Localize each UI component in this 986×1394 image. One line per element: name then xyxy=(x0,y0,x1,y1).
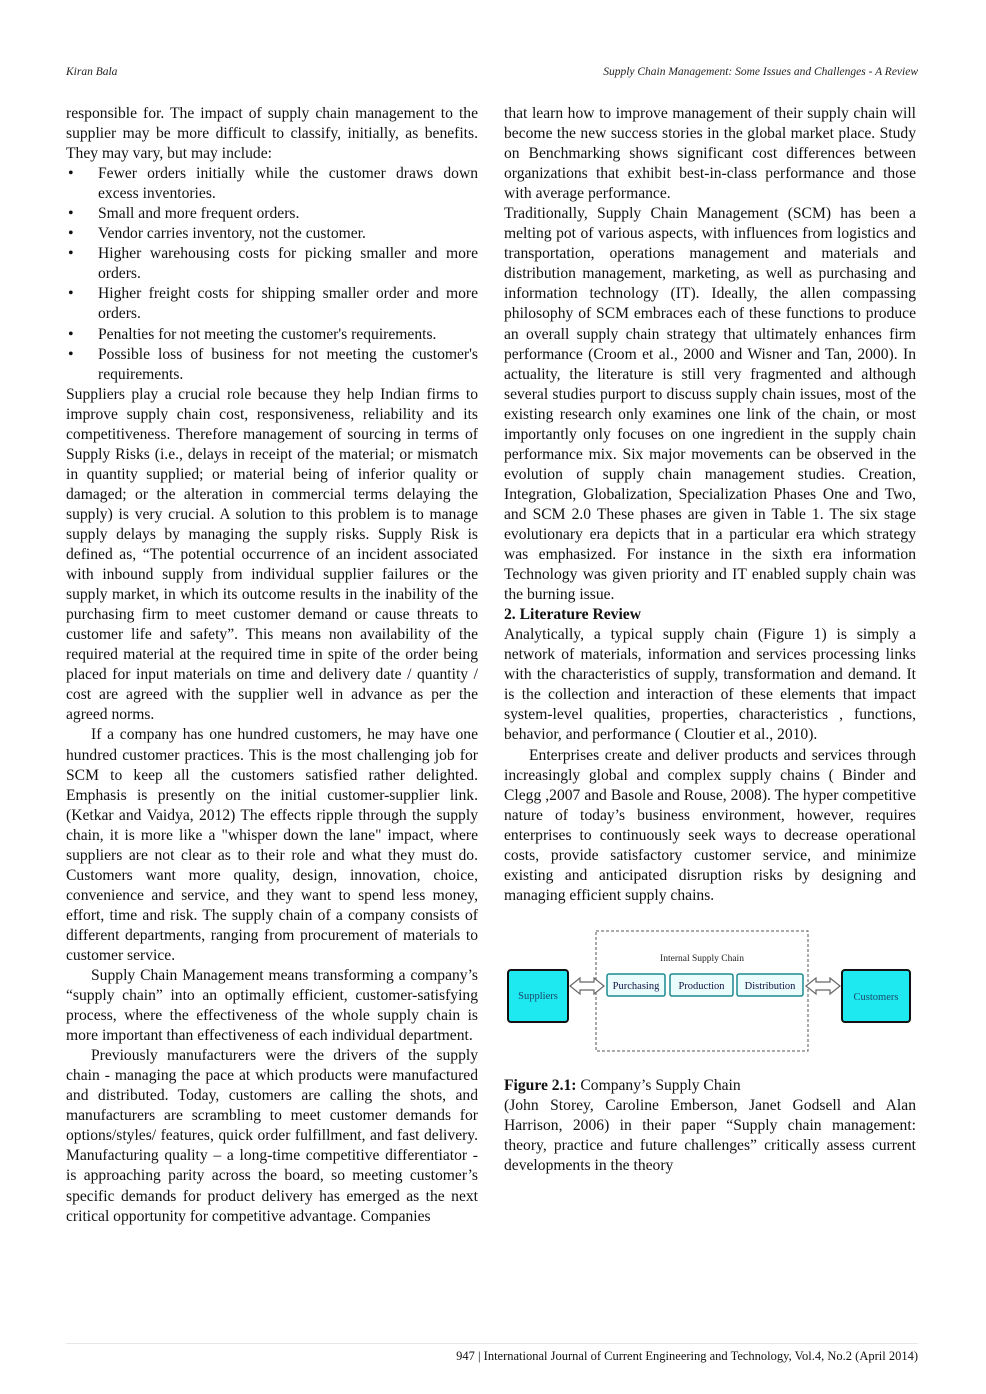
list-item: • Higher warehousing costs for picking smaller and more orders. xyxy=(66,244,478,284)
list-item: • Higher freight costs for shipping smaller order and more orders. xyxy=(66,284,478,324)
page-footer: 947 | International Journal of Current Engineering and Technology, Vol.4, No.2 (April 2014) xyxy=(456,1349,918,1363)
list-item: • Possible loss of business for not meeting the customer's requirements. xyxy=(66,345,478,385)
supplier-impact-list xyxy=(66,164,478,385)
production-label: Production xyxy=(678,980,725,992)
distribution-label: Distribution xyxy=(744,980,796,992)
list-item: • Small and more frequent orders. xyxy=(66,204,478,224)
body-paragraph: Supply Chain Management means transforming a company’s “supply chain” into an optimally efficient, customer-satisfying process, where the effectiveness of the whole supply chain is more important than effectiveness of each individual department. xyxy=(66,967,478,1045)
footer-divider xyxy=(66,1343,918,1344)
supply-chain-diagram xyxy=(504,928,916,1076)
double-arrow-icon xyxy=(806,978,840,994)
figure-caption-label: Figure 2.1: xyxy=(504,1076,577,1094)
right-column xyxy=(504,104,916,1176)
double-arrow-icon xyxy=(570,978,604,994)
list-item: • Fewer orders initially while the customer draws down excess inventories. xyxy=(66,164,478,204)
list-item: • Penalties for not meeting the customer's requirements. xyxy=(66,325,478,345)
header-title: Supply Chain Management: Some Issues and Challenges - A Review xyxy=(603,66,918,78)
left-column xyxy=(66,104,478,1227)
supply-chain-figure xyxy=(504,928,916,1076)
running-header xyxy=(66,66,918,78)
body-paragraph: Suppliers play a crucial role because they help Indian firms to improve supply chain cost, responsiveness, reliability and its competitiveness. Therefore management of sourcing in terms of Supply Risks (i.e., delays in receipt of the material; or mismatch in quantity supplied; or material being of inferior quality or damaged; or the alteration in commercial terms delaying the supply) is very crucial. A solution to this problem is to manage supply delays by managing the supply risks. Supply Risk is defined as, “The potential occurrence of an incident associated with inbound supply from individual supplier failures or the supply market, in which its outcome results in the inability of the purchasing firm to meet customer demand or cause threats to customer life and safety”. This means non availability of the required material at the required time in spite of the order being placed for input materials on time and delivery date / quantity / cost are agreed with the supplier well in advance as per the agreed norms. xyxy=(66,385,478,724)
intro-paragraph: responsible for. The impact of supply chain management to the supplier may be more difficult to classify, initially, as benefits. They may vary, but may include: xyxy=(66,105,478,163)
body-paragraph: Previously manufacturers were the drivers of the supply chain - managing the pace at which products were manufactured and distributed. Today, customers are calling the shots, and manufacturers are scrambling to meet customer demands for options/styles/ features, quick order fulfillment, and fast delivery. Manufacturing quality – a long-time competitive differentiator - is approaching parity across the board, so meeting customer’s specific demands for product delivery has emerged as the next critical opportunity for competitive advantage. Companies xyxy=(66,1047,478,1225)
section-heading: 2. Literature Review xyxy=(504,606,641,624)
header-author: Kiran Bala xyxy=(66,66,118,78)
list-item: • Vendor carries inventory, not the customer. xyxy=(66,224,478,244)
purchasing-label: Purchasing xyxy=(612,980,660,992)
body-paragraph: (John Storey, Caroline Emberson, Janet Godsell and Alan Harrison, 2006) in their paper “Supply chain management: theory, practice and future challenges” critically assess current developments in the theory xyxy=(504,1096,916,1175)
figure-caption-text: Company’s Supply Chain xyxy=(576,1076,741,1094)
internal-chain-label: Internal Supply Chain xyxy=(660,953,744,964)
body-paragraph: If a company has one hundred customers, he may have one hundred customer practices. This is the most challenging job for SCM to keep all the customers satisfied rather delighted. Emphasis is presently on the initial customer-supplier link. (Ketkar and Vaidya, 2012) The effects ripple through the supply chain, it is more like a "whisper down the lane" impact, where suppliers are not clear as to their role and what they must do. Customers want more quality, design, innovation, choice, convenience and service, and they want to spend less money, effort, time and risk. The supply chain of a company consists of different departments, ranging from procurement of materials to customer service. xyxy=(66,726,478,964)
body-paragraph: Analytically, a typical supply chain (Figure 1) is simply a network of materials, information and services processing links with the characteristics of supply, transformation and demand. It is the collection and interaction of these elements that impact system-level qualities, properties, characteristics , functions, behavior, and performance ( Cloutier et al., 2010). xyxy=(504,626,916,744)
suppliers-label: Suppliers xyxy=(518,990,558,1002)
body-paragraph: that learn how to improve management of their supply chain will become the new success stories in the global market place. Study on Benchmarking shows significant cost differences between organizations that exhibit best-in-class performance and those with average performance. xyxy=(504,105,916,203)
body-paragraph: Enterprises create and deliver products and services through increasingly global and complex supply chains ( Binder and Clegg ,2007 and Basole and Rouse, 2008). The hyper competitive nature of today’s business environment, however, requires enterprises to continuously seek ways to decrease operational costs, provide satisfactory customer service, and minimize existing and anticipated disruption risks by designing and managing efficient supply chains. xyxy=(504,746,916,904)
customers-label: Customers xyxy=(853,991,899,1003)
figure-caption xyxy=(504,1076,916,1096)
body-paragraph: Traditionally, Supply Chain Management (SCM) has been a melting pot of various aspects, with influences from logistics and transportation, operations management and materials and distribution management, marketing, as well as purchasing and information technology (IT). Ideally, the allen compassing philosophy of SCM embraces each of these functions to produce an overall supply chain strategy that ultimately enhances firm performance (Croom et al., 2000 and Wisner and Tan, 2000). In actuality, the literature is still very fragmented and although several studies purport to discuss supply chain issues, most of the existing research only examines one link of the chain, or most importantly only focuses on one ingredient in the supply chain performance mix. Six major movements can be observed in the evolution of supply chain management studies. Creation, Integration, Globalization, Specialization Phases One and Two, and SCM 2.0 These phases are given in Table 1. The six stage evolutionary era depicts that in a particular era which strategy was emphasized. For instance in the sixth era information Technology was given priority and IT enabled supply chain was the burning issue. xyxy=(504,205,916,604)
